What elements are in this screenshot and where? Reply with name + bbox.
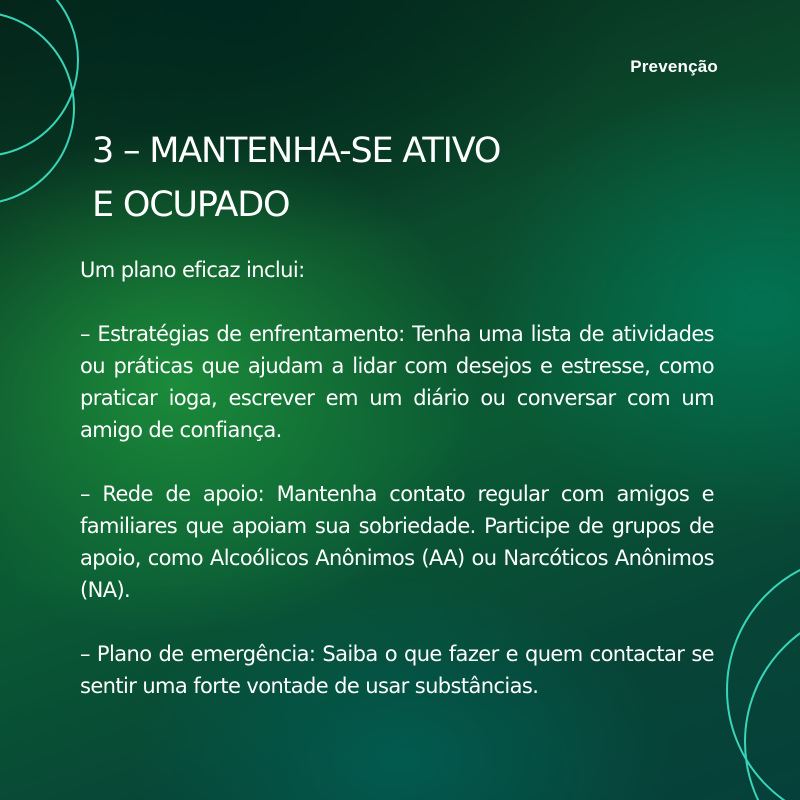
ring-bottom-right-outer <box>727 555 800 800</box>
ring-top-left-inner <box>0 12 74 204</box>
content-body <box>80 254 714 734</box>
list-item-emergency-plan: – Plano de emergência: Saiba o que fazer e quem contactar se sentir uma forte vontade de usar substâncias. <box>80 642 714 698</box>
page-title: 3 – MANTENHA-SE ATIVO E OCUPADO <box>92 131 501 225</box>
intro-text: Um plano eficaz inclui: <box>80 258 305 282</box>
list-item-coping-strategies: – Estratégias de enfrentamento: Tenha uma lista de atividades ou práticas que ajudam a lidar com desejos e estresse, como praticar ioga, escrever em um diário ou conversar com um amigo de confiança. <box>80 322 714 442</box>
ring-top-left-outer <box>0 0 78 156</box>
list-item-support-network: – Rede de apoio: Mantenha contato regular com amigos e familiares que apoiam sua sobriedade. Participe de grupos de apoio, como Alcoólicos Anônimos (AA) ou Narcóticos Anônimos (NA). <box>80 482 714 602</box>
section-tag: Prevenção <box>630 57 718 76</box>
